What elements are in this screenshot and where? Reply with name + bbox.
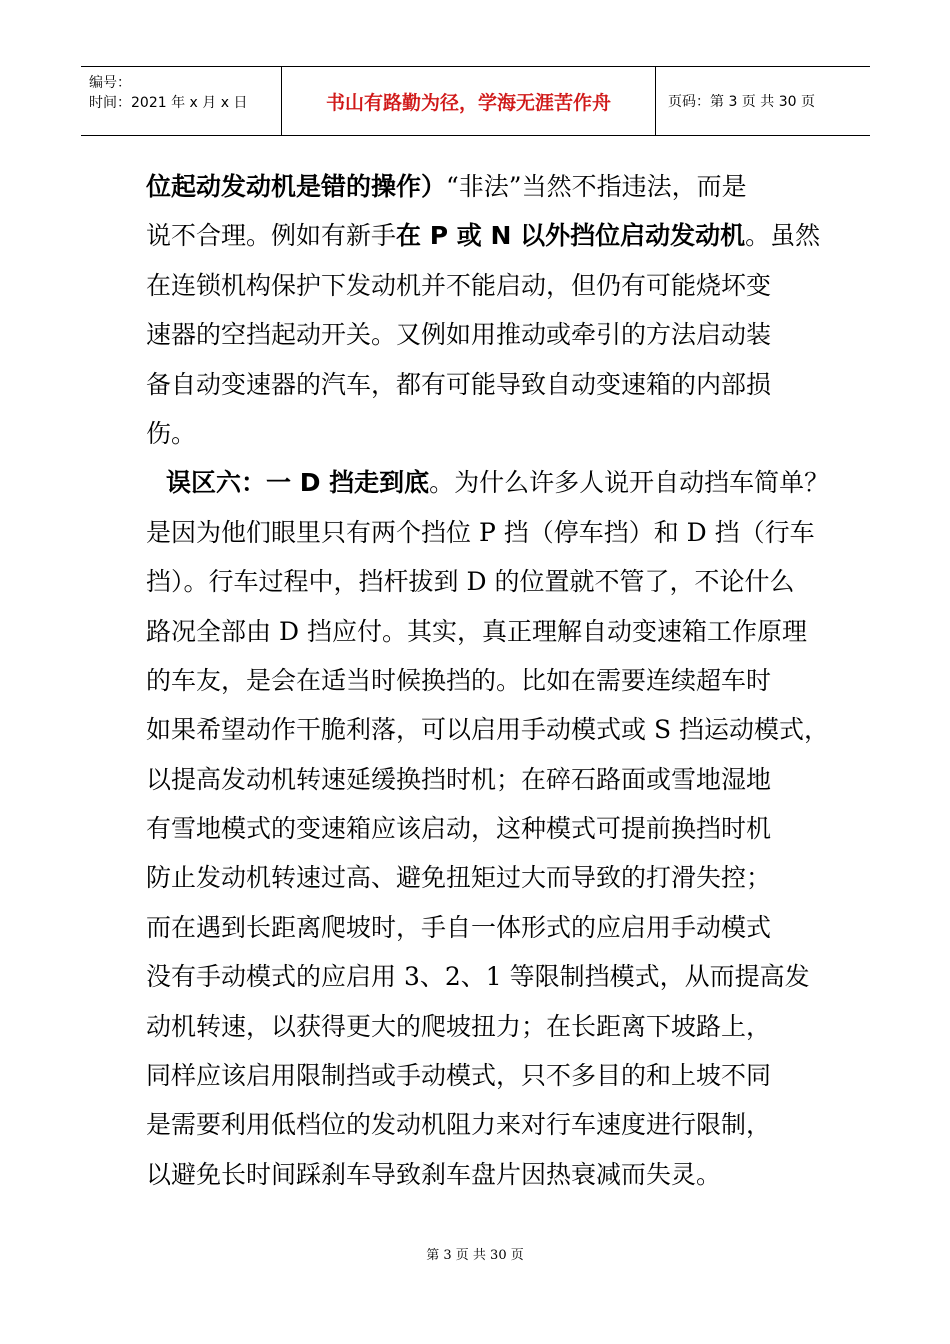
bold-phrase: 位起动发动机是错的操作） (146, 172, 447, 201)
header-page-info: 页码：第 3 页 共 30 页 (668, 94, 815, 110)
page-footer: 第 3 页 共 30 页 (426, 1248, 524, 1263)
text-line: 是需要利用低档位的发动机阻力来对行车速度进行限制， (146, 1110, 772, 1140)
text-line: 同样应该启用限制挡或手动模式，只不多目的和上坡不同 (146, 1061, 772, 1091)
text-line (146, 162, 826, 211)
text-line: 而在遇到长距离爬坡时，手自一体形式的应启用手动模式 (146, 912, 772, 942)
header-motto: 书山有路勤为径，学海无涯苦作舟 (282, 67, 656, 135)
text-line: 在连锁机构保护下发动机并不能启动，但仍有可能烧坏变 (146, 270, 772, 300)
text-line: 的车友，是会在适当时候换挡的。比如在需要连续超车时 (146, 665, 772, 695)
text-line: 路况全部由 D 挡应付。其实，真正理解自动变速箱工作原理 (146, 616, 807, 646)
text-line: 以避免长时间踩刹车导致刹车盘片因热衰减而失灵。 (146, 1159, 722, 1189)
body-text (146, 162, 830, 1199)
text-line: 以提高发动机转速延缓换挡时机；在碎石路面或雪地湿地 (146, 764, 772, 794)
text-line: 挡）。行车过程中，挡杆拔到 D 的位置就不管了，不论什么 (146, 567, 795, 597)
text-line: 是因为他们眼里只有两个挡位 P 挡（停车挡）和 D 挡（行车 (146, 517, 815, 547)
text-line (146, 211, 826, 260)
section-heading: 误区六：一 D 挡走到底 (166, 468, 430, 498)
document-date: 时间：2021 年 x 月 x 日 (89, 95, 248, 111)
paragraph-heading-line (146, 458, 830, 507)
text-line: 如果希望动作干脆利落，可以启用手动模式或 S 挡运动模式， (146, 715, 830, 745)
text-segment: 说不合理。例如有新手 (146, 221, 397, 251)
text-line: 速器的空挡起动开关。又例如用推动或牵引的方法启动装 (146, 320, 772, 350)
page-header (81, 66, 870, 136)
header-meta (81, 67, 282, 135)
text-line: 动机转速，以获得更大的爬坡扭力；在长距离下坡路上， (146, 1011, 772, 1041)
text-line: 防止发动机转速过高、避免扭矩过大而导致的打滑失控； (146, 863, 772, 893)
text-line: 备自动变速器的汽车，都有可能导致自动变速箱的内部损 (146, 369, 772, 399)
text-line: 伤。 (146, 418, 197, 448)
bold-phrase: 在 P 或 N 以外挡位启动发动机 (396, 221, 746, 251)
text-segment: 。虽然 (745, 221, 821, 251)
text-line: 没有手动模式的应启用 3、2、1 等限制挡模式，从而提高发 (146, 962, 810, 992)
text-line: 有雪地模式的变速箱应该启动，这种模式可提前换挡时机 (146, 814, 772, 844)
text-segment: “非法”当然不指违法，而是 (446, 172, 747, 201)
document-number-label: 编号： (89, 75, 131, 91)
text-segment: 。为什么许多人说开自动挡车简单？ (429, 468, 830, 498)
